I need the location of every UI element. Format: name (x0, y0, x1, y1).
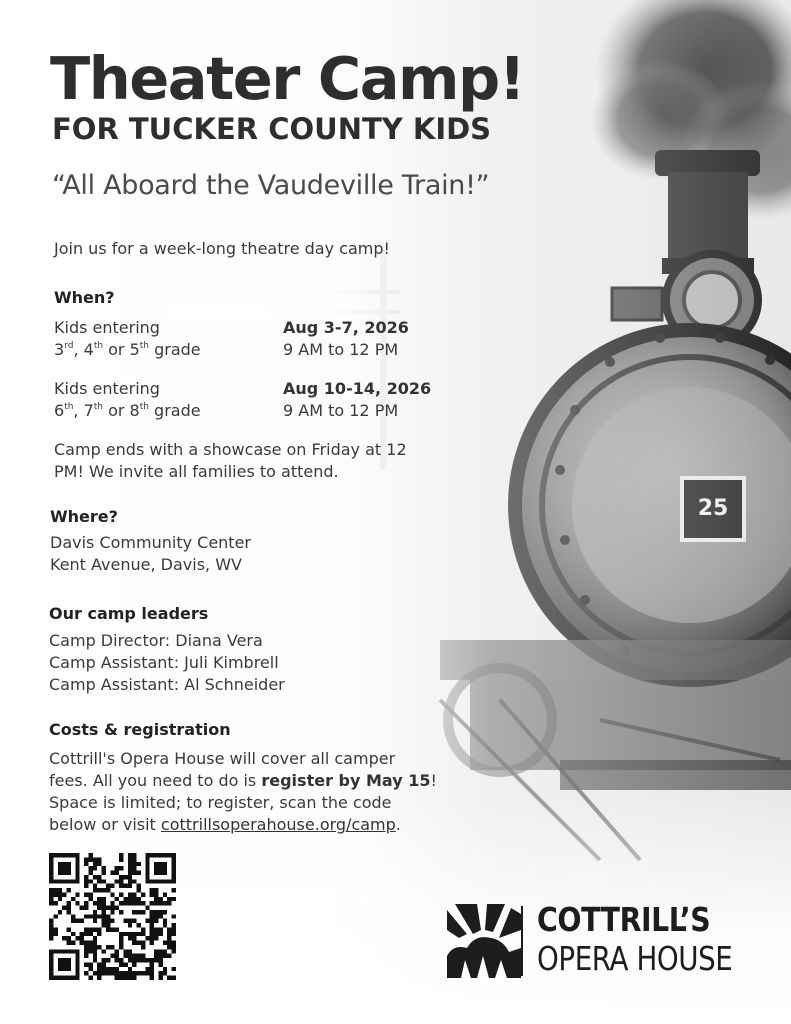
group1-grades: 3rd, 4th or 5th grade (54, 340, 201, 359)
leaders-heading: Our camp leaders (49, 604, 209, 623)
page-title: Theater Camp! (50, 44, 525, 113)
intro-text: Join us for a week-long theatre day camp! (54, 239, 390, 258)
group2-line1: Kids entering (54, 379, 160, 398)
logo-text-line2: OPERA HOUSE (537, 939, 733, 978)
where-address: Davis Community Center Kent Avenue, Davis, WV (50, 533, 251, 574)
showcase-text: Camp ends with a showcase on Friday at 12 PM! We invite all families to attend. (54, 440, 407, 481)
leaders-list (49, 630, 285, 696)
group1-dates: Aug 3-7, 2026 (283, 318, 409, 337)
group1-line1: Kids entering (54, 318, 160, 337)
logo-text-line1: COTTRILL’S (537, 900, 711, 939)
camp-theme: “All Aboard the Vaudeville Train!” (52, 170, 490, 201)
registration-link[interactable]: cottrillsoperahouse.org/camp (160, 815, 396, 834)
qr-code[interactable] (49, 853, 176, 980)
opera-house-logo-icon (447, 904, 521, 978)
group2-grades: 6th, 7th or 8th grade (54, 401, 201, 420)
page-subtitle: FOR TUCKER COUNTY KIDS (52, 112, 492, 146)
list-item: Camp Director: Diana Vera (49, 631, 263, 650)
group2-time: 9 AM to 12 PM (283, 401, 399, 420)
costs-heading: Costs & registration (49, 720, 231, 739)
list-item: Camp Assistant: Al Schneider (49, 675, 285, 694)
group2-dates: Aug 10-14, 2026 (283, 379, 432, 398)
group1-time: 9 AM to 12 PM (283, 340, 399, 359)
costs-text: Cottrill's Opera House will cover all camper fees. All you need to do is register by May 15! Space is limited; to register, scan the code below or visit cottrillsoperahouse.org/camp. (49, 749, 437, 834)
logo-divider (521, 906, 523, 976)
where-heading: Where? (50, 507, 118, 526)
list-item: Camp Assistant: Juli Kimbrell (49, 653, 279, 672)
when-heading: When? (54, 288, 115, 307)
